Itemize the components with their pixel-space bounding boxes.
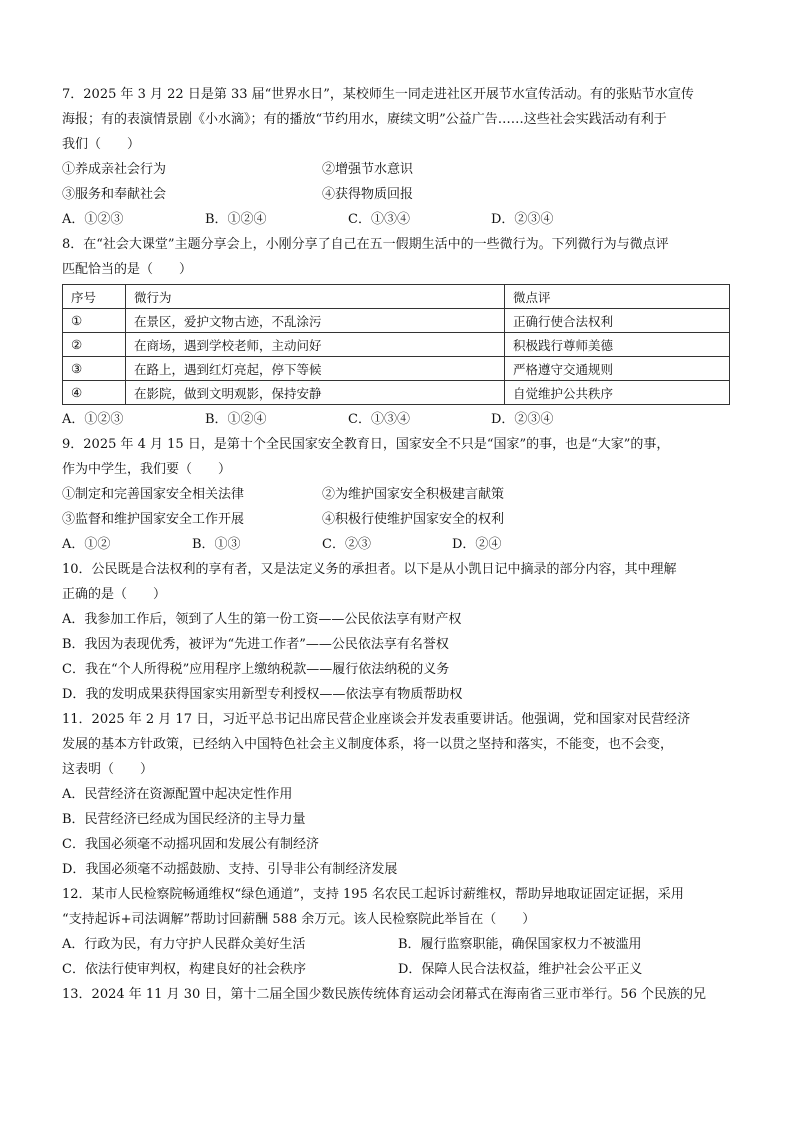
question-stem-line: 匹配恰当的是（ ） [62,262,193,277]
statement-item: ④积极行使维护国家安全的权利 [322,512,505,527]
table-cell: 积极践行尊师美德 [505,333,730,357]
answer-options [62,207,734,232]
question-stem-line: 11．2025 年 2 月 17 日，习近平总书记出席民营企业座谈会并发表重要讲话。他强调，党和国家对民营经济 [62,712,691,727]
table-header-cell: 序号 [63,285,126,309]
option-d[interactable]: D．②③④ [491,412,554,427]
option-c[interactable]: C．我在“个人所得税”应用程序上缴纳税款——履行依法纳税的义务 [62,662,450,677]
statement-item: ③监督和维护国家安全工作开展 [62,512,245,527]
table-header-row [63,285,730,309]
statement-item: ②增强节水意识 [322,162,414,177]
statement-row [62,482,734,507]
option-d[interactable]: D．②③④ [491,212,554,227]
statement-item: ①制定和完善国家安全相关法律 [62,487,245,502]
option-d[interactable]: D．②④ [452,537,502,552]
question-stem-line: 10．公民既是合法权利的享有者，又是法定义务的承担者。以下是从小凯日记中摘录的部分内容，其中理解 [62,562,677,577]
option-c[interactable]: C．①③④ [348,212,410,227]
statement-item: ②为维护国家安全积极建言献策 [322,487,505,502]
question-stem-line: 发展的基本方针政策，已经纳入中国特色社会主义制度体系，将一以贯之坚持和落实，不能变，也不会变， [62,737,674,752]
question-13 [62,982,734,1007]
table-cell: 严格遵守交通规则 [505,357,730,381]
option-a[interactable]: A．①②③ [62,412,124,427]
statement-row [62,157,734,182]
table-cell: ④ [63,381,126,405]
table-cell: 正确行使合法权利 [505,309,730,333]
question-stem-line: 9．2025 年 4 月 15 日，是第十个全民国家安全教育日，国家安全不只是“国家”的事，也是“大家”的事， [62,437,670,452]
statement-item: ④获得物质回报 [322,187,414,202]
statement-item: ①养成亲社会行为 [62,162,167,177]
behavior-comment-table [62,284,730,405]
option-b[interactable]: B．履行监察职能，确保国家权力不被滥用 [398,937,642,952]
option-c[interactable]: C．②③ [322,537,371,552]
table-row [63,381,730,405]
option-a[interactable]: A．行政为民，有力守护人民群众美好生活 [62,937,306,952]
table-row [63,309,730,333]
option-b[interactable]: B．①②④ [205,412,267,427]
question-11 [62,707,734,882]
option-c[interactable]: C．我国必须毫不动摇巩固和发展公有制经济 [62,837,319,852]
table-row [63,333,730,357]
table-cell: 在路上，遇到红灯亮起，停下等候 [126,357,505,381]
table-cell: 自觉维护公共秩序 [505,381,730,405]
question-7 [62,82,734,232]
answer-options [62,932,734,957]
question-10 [62,557,734,707]
question-stem-line: 海报；有的表演情景剧《小水滴》；有的播放“节约用水，赓续文明”公益广告……这些社会实践活动有利于 [62,112,667,127]
answer-options [62,407,734,432]
option-b[interactable]: B．①③ [192,537,241,552]
table-header-cell: 微点评 [505,285,730,309]
question-stem-line: 12．某市人民检察院畅通维权“绿色通道”，支持 195 名农民工起诉讨薪维权，帮助异地取证固定证据，采用 [62,887,684,902]
question-stem-line: 正确的是（ ） [62,587,167,602]
question-9 [62,432,734,557]
answer-options [62,532,734,557]
table-row [63,357,730,381]
option-a[interactable]: A．民营经济在资源配置中起决定性作用 [62,787,293,802]
option-c[interactable]: C．依法行使审判权，构建良好的社会秩序 [62,962,306,977]
statement-item: ③服务和奉献社会 [62,187,167,202]
question-12 [62,882,734,982]
question-stem-line: 13．2024 年 11 月 30 日，第十二届全国少数民族传统体育运动会闭幕式在海南省三亚市举行。56 个民族的兄 [62,987,707,1002]
table-cell: ③ [63,357,126,381]
question-stem-line: 这表明（ ） [62,762,154,777]
question-8 [62,232,734,432]
table-cell: 在商场，遇到学校老师，主动问好 [126,333,505,357]
option-a[interactable]: A．①② [62,537,111,552]
statement-row [62,182,734,207]
option-b[interactable]: B．民营经济已经成为国民经济的主导力量 [62,812,306,827]
table-cell: 在景区，爱护文物古迹，不乱涂污 [126,309,505,333]
option-d[interactable]: D．我的发明成果获得国家实用新型专利授权——依法享有物质帮助权 [62,687,463,702]
table-cell: ① [63,309,126,333]
question-stem-line: 作为中学生，我们要（ ） [62,462,232,477]
option-d[interactable]: D．我国必须毫不动摇鼓励、支持、引导非公有制经济发展 [62,862,398,877]
table-header-cell: 微行为 [126,285,505,309]
option-a[interactable]: A．①②③ [62,212,124,227]
answer-options [62,957,734,982]
question-stem-line: 7．2025 年 3 月 22 日是第 33 届“世界水日”，某校师生一同走进社区开展节水宣传活动。有的张贴节水宣传 [62,87,694,102]
statement-row [62,507,734,532]
option-d[interactable]: D．保障人民合法权益，维护社会公平正义 [398,962,643,977]
table-cell: 在影院，做到文明观影，保持安静 [126,381,505,405]
option-b[interactable]: B．①②④ [205,212,267,227]
question-stem-line: 我们（ ） [62,137,141,152]
question-stem-line: “支持起诉+司法调解”帮助讨回薪酬 588 余万元。该人民检察院此举旨在（ ） [62,912,536,927]
table-cell: ② [63,333,126,357]
question-stem-line: 8．在“社会大课堂”主题分享会上，小刚分享了自己在五一假期生活中的一些微行为。下列微行为与微点评 [62,237,669,252]
option-c[interactable]: C．①③④ [348,412,410,427]
option-b[interactable]: B．我因为表现优秀，被评为“先进工作者”——公民依法享有名誉权 [62,637,449,652]
option-a[interactable]: A．我参加工作后，领到了人生的第一份工资——公民依法享有财产权 [62,612,462,627]
exam-page [62,82,734,1007]
